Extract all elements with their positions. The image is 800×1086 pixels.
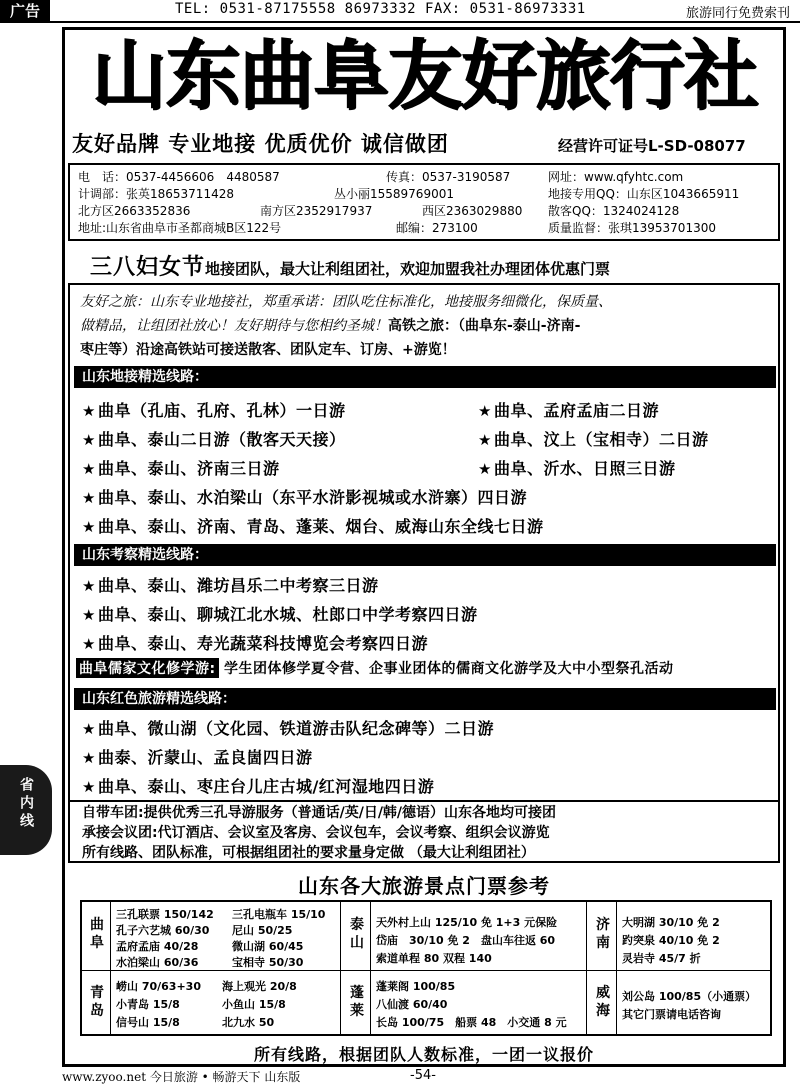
route-text: 曲阜、泰山、济南、青岛、蓬莱、烟台、威海山东全线七日游 xyxy=(97,517,544,536)
side-tab xyxy=(0,765,52,855)
west-region: 西区2363029880 xyxy=(422,204,523,218)
qq-local: 地接专用QQ：山东区1043665911 xyxy=(548,187,740,201)
ticket-qd1: 崂山 70/63+30 xyxy=(116,980,201,993)
route-text: 曲阜、泰山、枣庄台儿庄古城/红河湿地四日游 xyxy=(97,777,435,796)
ticket-q6: 微山湖 60/45 xyxy=(232,940,304,953)
star-icon: ★ xyxy=(478,402,492,420)
route-local-3 xyxy=(82,427,345,450)
route-red-2 xyxy=(82,745,312,768)
col-divider xyxy=(340,902,341,1034)
service-line-1: 自带车团:提供优秀三孔导游服务（普通话/英/日/韩/德语）山东各地均可接团 xyxy=(82,805,557,821)
fax: 传真：0537-3190587 xyxy=(386,170,511,184)
intro-line-3 xyxy=(80,338,780,362)
postcode: 邮编：273100 xyxy=(396,221,478,235)
ticket-q5: 孟府孟庙 40/28 xyxy=(116,940,199,953)
quality-supervision: 质量监督：张琪13953701300 xyxy=(548,221,716,235)
route-text: 曲阜（孔庙、孔府、孔林）一日游 xyxy=(97,401,346,420)
south-region: 南方区2352917937 xyxy=(260,204,373,218)
star-icon: ★ xyxy=(478,460,492,478)
ticket-q8: 宝相寺 50/30 xyxy=(232,956,304,969)
route-text: 曲阜、泰山、寿光蔬菜科技博览会考察四日游 xyxy=(97,634,428,653)
ticket-j2: 趵突泉 40/10 免 2 xyxy=(622,934,720,947)
route-local-7 xyxy=(82,485,527,508)
route-local-6 xyxy=(478,456,675,479)
address: 地址:山东省曲阜市圣都商城B区122号 xyxy=(78,221,282,235)
ticket-t1: 天外村上山 125/10 免 1+3 元保险 xyxy=(376,916,558,929)
route-local-8 xyxy=(82,514,543,537)
qq-guest: 散客QQ：1324024128 xyxy=(548,204,680,218)
route-text: 曲阜、泰山、济南三日游 xyxy=(97,459,280,478)
service-line-3: 所有线路、团队标准，可根据组团社的要求量身定做 （最大让利组团社） xyxy=(82,845,535,861)
col-divider xyxy=(616,902,617,1034)
route-text: 曲阜、泰山、聊城江北水城、杜郎口中学考察四日游 xyxy=(97,605,478,624)
bottom-note: 所有线路，根据团队人数标准，一团一议报价 xyxy=(253,1045,594,1064)
route-local-4 xyxy=(478,427,708,450)
route-text: 曲阜、汶上（宝相寺）二日游 xyxy=(493,430,709,449)
footer-source: www.zyoo.net 今日旅游 • 畅游天下 山东版 xyxy=(62,1070,301,1084)
star-icon: ★ xyxy=(82,720,96,738)
slogan: 友好品牌 专业地接 优质优价 诚信做团 xyxy=(72,132,449,156)
website: 网址：www.qfyhtc.com xyxy=(548,170,684,184)
route-red-3 xyxy=(82,774,434,797)
star-icon: ★ xyxy=(82,402,96,420)
star-icon: ★ xyxy=(478,431,492,449)
city-penglai: 蓬莱 xyxy=(350,985,364,1019)
intro-line-3-text: 枣庄等）沿途高铁站可接送散客、团队定车、订房、+游览！ xyxy=(80,342,456,358)
city-weihai: 威海 xyxy=(596,985,610,1019)
star-icon: ★ xyxy=(82,460,96,478)
ticket-j3: 灵岩寺 45/7 折 xyxy=(622,952,701,965)
ticket-w2: 其它门票请电话咨询 xyxy=(622,1008,721,1021)
star-icon: ★ xyxy=(82,635,96,653)
ticket-p3: 长岛 100/75 船票 48 小交通 8 元 xyxy=(376,1016,567,1029)
route-text: 曲阜、泰山、潍坊昌乐二中考察三日游 xyxy=(97,576,379,595)
section-local: 山东地接精选线路： xyxy=(74,366,776,388)
ticket-qd4: 小鱼山 15/8 xyxy=(222,998,286,1011)
intro-line-2 xyxy=(80,314,780,338)
page-number: -54- xyxy=(410,1068,436,1083)
col-divider xyxy=(110,902,111,1034)
north-region: 北方区2663352836 xyxy=(78,204,191,218)
col-divider xyxy=(586,902,587,1034)
intro xyxy=(80,290,780,362)
agency-title: 山东曲阜友好旅行社 xyxy=(90,31,757,119)
ticket-j1: 大明湖 30/10 免 2 xyxy=(622,916,720,929)
route-study-1 xyxy=(82,573,378,596)
ticket-table xyxy=(80,900,772,1036)
route-text: 曲泰、沂蒙山、孟良崮四日游 xyxy=(97,748,313,767)
ticket-qd2: 海上观光 20/8 xyxy=(222,980,297,993)
ticket-w1: 刘公岛 100/85（小通票） xyxy=(622,990,757,1003)
route-study-2 xyxy=(82,602,477,625)
top-rule xyxy=(0,21,800,23)
license-number: 经营许可证号L-SD-08077 xyxy=(558,137,746,155)
city-jinan: 济南 xyxy=(596,917,610,951)
star-icon: ★ xyxy=(82,489,96,507)
tel-fax-line: TEL: 0531-87175558 86973332 FAX: 0531-86973331 xyxy=(175,1,586,17)
free-catalog-label: 旅游同行免费索刊 xyxy=(685,6,790,21)
ticket-q7: 水泊梁山 60/36 xyxy=(116,956,199,969)
ad-tag: 广告 xyxy=(0,0,50,22)
ticket-q1: 三孔联票 150/142 xyxy=(116,908,214,921)
top-bar xyxy=(0,0,800,22)
route-text: 曲阜、孟府孟庙二日游 xyxy=(493,401,659,420)
ticket-q3: 孔子六艺城 60/30 xyxy=(116,924,210,937)
dispatch-2: 丛小丽15589769001 xyxy=(334,187,454,201)
star-icon: ★ xyxy=(82,778,96,796)
star-icon: ★ xyxy=(82,606,96,624)
event-big: 三八妇女节 xyxy=(90,254,206,280)
col-divider xyxy=(370,902,371,1034)
ticket-row-divider xyxy=(82,970,770,971)
route-red-1 xyxy=(82,716,494,739)
city-taishan: 泰山 xyxy=(350,917,364,951)
section-red: 山东红色旅游精选线路： xyxy=(74,688,776,710)
event-rest: 地接团队，最大让利组团社，欢迎加盟我社办理团体优惠门票 xyxy=(205,260,611,278)
intro-line-1: 友好之旅：山东专业地接社，郑重承诺：团队吃住标准化，地接服务细微化，保质量、 xyxy=(80,294,612,310)
route-text: 曲阜、微山湖（文化园、铁道游击队纪念碑等）二日游 xyxy=(97,719,494,738)
route-text: 曲阜、沂水、日照三日游 xyxy=(493,459,676,478)
star-icon: ★ xyxy=(82,749,96,767)
service-line-2: 承接会议团:代订酒店、会议室及客房、会议包车，会议考察、组织会议游览 xyxy=(82,825,550,841)
culture-text: 学生团体修学夏令营、企事业团体的儒商文化游学及大中小型祭孔活动 xyxy=(223,661,674,677)
ticket-t3: 索道单程 80 双程 140 xyxy=(376,952,492,965)
tickets-title: 山东各大旅游景点门票参考 xyxy=(298,874,550,898)
ticket-t2: 岱庙 30/10 免 2 盘山车往返 60 xyxy=(376,934,556,947)
route-local-5 xyxy=(82,456,279,479)
contact-box xyxy=(68,163,780,241)
dispatch: 计调部：张英18653711428 xyxy=(78,187,234,201)
event-line xyxy=(90,250,610,281)
route-local-1 xyxy=(82,398,345,421)
phone: 电 话：0537-4456606 4480587 xyxy=(78,170,280,184)
route-text: 曲阜、泰山、水泊梁山（东平水浒影视城或水浒寨）四日游 xyxy=(97,488,527,507)
ticket-q2: 三孔电瓶车 15/10 xyxy=(232,908,326,921)
culture-tag: 曲阜儒家文化修学游: xyxy=(76,658,219,678)
city-qufu: 曲阜 xyxy=(90,917,104,951)
star-icon: ★ xyxy=(82,577,96,595)
star-icon: ★ xyxy=(82,431,96,449)
city-qingdao: 青岛 xyxy=(90,985,104,1019)
side-tab-label: 省内线 xyxy=(18,777,34,831)
culture-line xyxy=(76,658,673,678)
route-local-2 xyxy=(478,398,659,421)
route-text: 曲阜、泰山二日游（散客天天接） xyxy=(97,430,346,449)
ticket-p1: 蓬莱阁 100/85 xyxy=(376,980,456,993)
ticket-qd6: 北九水 50 xyxy=(222,1016,275,1029)
intro-line-2b: 高铁之旅：（曲阜东-泰山-济南- xyxy=(388,318,581,334)
intro-line-2a: 做精品，让组团社放心！友好期待与您相约圣城！ xyxy=(80,318,388,334)
ticket-p2: 八仙渡 60/40 xyxy=(376,998,448,1011)
ticket-qd3: 小青岛 15/8 xyxy=(116,998,180,1011)
star-icon: ★ xyxy=(82,518,96,536)
route-study-3 xyxy=(82,631,428,654)
ticket-qd5: 信号山 15/8 xyxy=(116,1016,180,1029)
section-study: 山东考察精选线路： xyxy=(74,544,776,566)
ticket-q4: 尼山 50/25 xyxy=(232,924,293,937)
